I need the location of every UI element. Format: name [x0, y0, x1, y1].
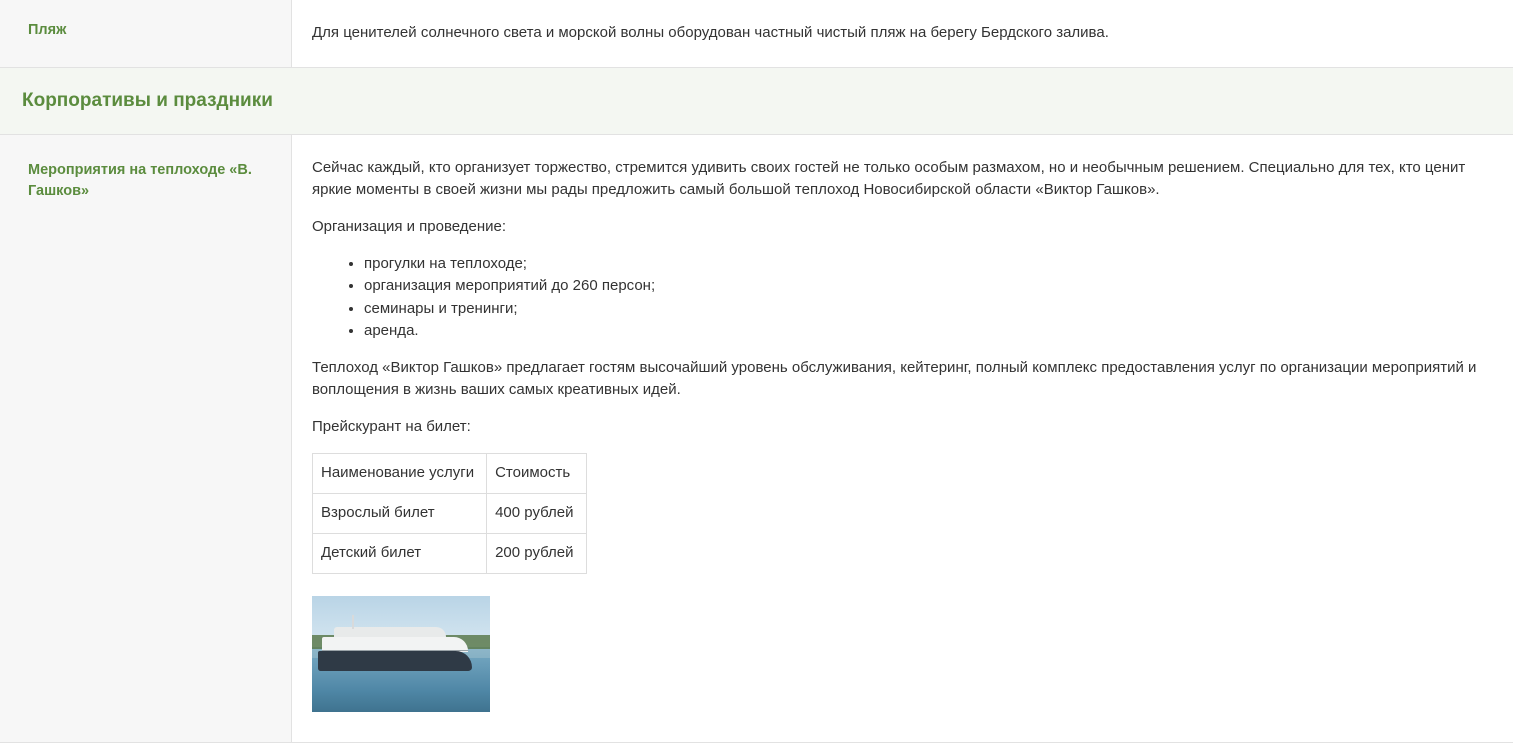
price-row-adult-cost: 400 рублей	[487, 494, 586, 534]
list-item: • организация мероприятий до 260 персон;	[364, 275, 1489, 296]
price-row-adult-service: Взрослый билет	[313, 494, 487, 534]
cruise-paragraph-1: Сейчас каждый, кто организует торжество, стремится удивить своих гостей не только особым размахом, но и необычным решением. Специально для тех, кто ценит яркие моменты в своей жизни мы рады предложить самый большой теплоход Новосибирской области «Виктор Гашков».	[312, 159, 1466, 198]
list-item: • семинары и тренинги;	[364, 298, 1489, 319]
price-table-header-cost: Стоимость	[487, 454, 586, 494]
row-label-cruise: Мероприятия на теплоходе «В. Гашков»	[0, 135, 292, 741]
table-row	[313, 533, 587, 573]
photo-ship-mast	[352, 615, 354, 629]
row-content-beach	[292, 0, 1513, 67]
section-heading-corporate: Корпоративы и праздники	[0, 68, 1513, 135]
table-row	[313, 494, 587, 534]
photo-ship-hull	[318, 651, 472, 671]
table-row-cruise	[0, 135, 1513, 742]
cruise-paragraph-4: Прейскурант на билет:	[312, 417, 471, 435]
price-table-header-service: Наименование услуги	[313, 454, 487, 494]
row-content-cruise	[292, 135, 1513, 741]
photo-ship-rail	[322, 650, 468, 651]
ship-photo	[312, 596, 490, 712]
price-table	[312, 453, 587, 573]
table-row-beach	[0, 0, 1513, 68]
price-row-child-cost: 200 рублей	[487, 533, 586, 573]
row-label-beach: Пляж	[0, 0, 292, 67]
table-header-row	[313, 454, 587, 494]
list-item: • прогулки на теплоходе;	[364, 253, 1489, 274]
list-item: • аренда.	[364, 320, 1489, 341]
price-row-child-service: Детский билет	[313, 533, 487, 573]
beach-description: Для ценителей солнечного света и морской волны оборудован частный чистый пляж на берегу Бердского залива.	[312, 24, 1109, 41]
cruise-paragraph-2: Организация и проведение:	[312, 217, 507, 235]
cruise-paragraph-3: Теплоход «Виктор Гашков» предлагает гостям высочайший уровень обслуживания, кейтеринг, полный комплекс предоставления услуг по организации мероприятий и воплощения в жизнь ваших самых креативных идей.	[312, 359, 1477, 398]
cruise-services-list	[312, 253, 1489, 341]
